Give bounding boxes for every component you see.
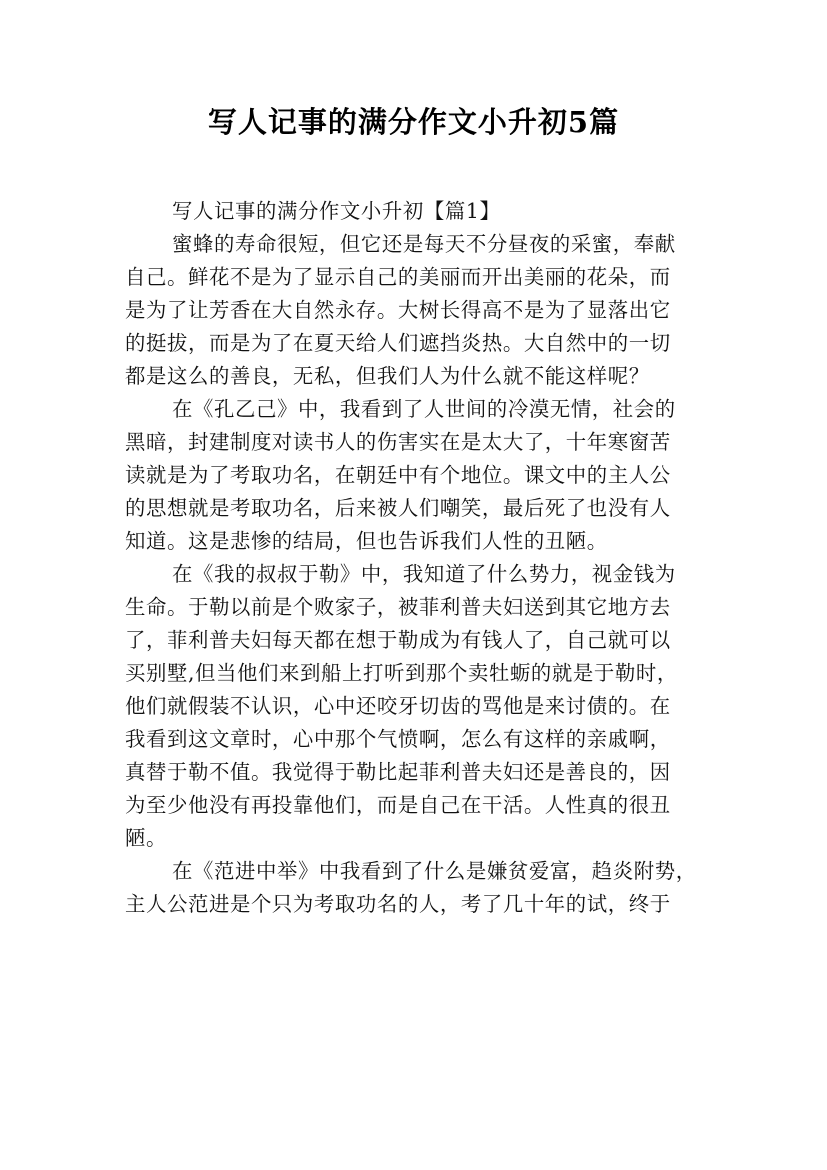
text-line: 生命。于勒以前是个败家子，被菲利普夫妇送到其它地方去 (125, 595, 671, 619)
text-line: 读就是为了考取功名，在朝廷中有个地位。课文中的主人公 (125, 463, 671, 487)
text-line: 写人记事的满分作文小升初【篇1】 (172, 199, 501, 223)
text-line: 知道。这是悲惨的结局，但也告诉我们人性的丑陋。 (125, 529, 608, 553)
text-line: 在《范进中举》中我看到了什么是嫌贫爱富，趋炎附势， (172, 859, 697, 883)
text-line: 蜜蜂的寿命很短，但它还是每天不分昼夜的采蜜，奉献 (172, 232, 676, 256)
document-title: 写人记事的满分作文小升初5篇 (207, 105, 620, 139)
text-line: 的挺拔，而是为了在夏天给人们遮挡炎热。大自然中的一切 (125, 331, 671, 355)
text-line: 主人公范进是个只为考取功名的人，考了几十年的试，终于 (125, 892, 671, 916)
text-line: 自己。鲜花不是为了显示自己的美丽而开出美丽的花朵，而 (125, 265, 671, 289)
text-line: 买别墅,但当他们来到船上打听到那个卖牡蛎的就是于勒时， (125, 661, 678, 685)
text-line: 的思想就是考取功名，后来被人们嘲笑，最后死了也没有人 (125, 496, 671, 520)
text-line: 为至少他没有再投靠他们，而是自己在干活。人性真的很丑 (125, 793, 671, 817)
text-line: 他们就假装不认识，心中还咬牙切齿的骂他是来讨债的。在 (125, 694, 671, 718)
document-body (125, 195, 707, 921)
text-line: 在《我的叔叔于勒》中，我知道了什么势力，视金钱为 (172, 562, 676, 586)
text-line: 我看到这文章时，心中那个气愤啊，怎么有这样的亲戚啊， (125, 727, 671, 751)
text-line: 真替于勒不值。我觉得于勒比起菲利普夫妇还是善良的，因 (125, 760, 671, 784)
text-line: 是为了让芳香在大自然永存。大树长得高不是为了显落出它 (125, 298, 671, 322)
text-line: 陋。 (125, 826, 167, 850)
text-line: 了，菲利普夫妇每天都在想于勒成为有钱人了，自己就可以 (125, 628, 671, 652)
text-line: 都是这么的善良，无私，但我们人为什么就不能这样呢？ (125, 364, 650, 388)
text-line: 黑暗，封建制度对读书人的伤害实在是太大了，十年寒窗苦 (125, 430, 671, 454)
text-line: 在《孔乙己》中，我看到了人世间的冷漠无情，社会的 (172, 397, 676, 421)
